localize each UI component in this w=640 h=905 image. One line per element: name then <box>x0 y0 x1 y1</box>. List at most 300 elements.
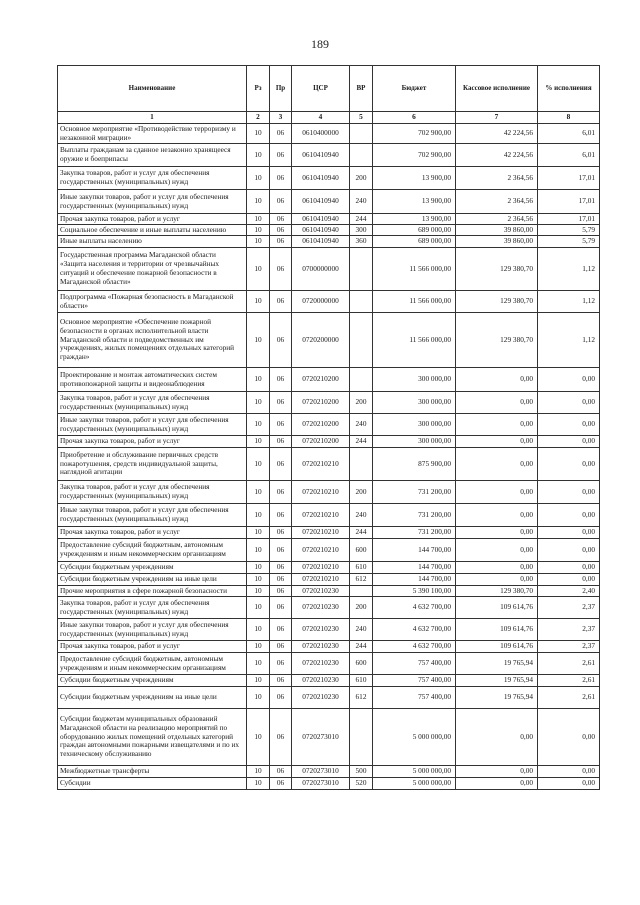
table-row <box>58 562 600 574</box>
row-budget: 702 900,00 <box>373 144 456 167</box>
row-csr: 0720210230 <box>292 586 350 597</box>
row-vr: 244 <box>350 214 373 225</box>
row-cash: 0,00 <box>456 414 538 436</box>
row-name: Предоставление субсидий бюджетным, автономным учреждениям и иным некоммерческим организациям <box>58 653 247 675</box>
row-name: Иные закупки товаров, работ и услуг для обеспечения государственных (муниципальных) нужд <box>58 190 247 214</box>
column-number: 4 <box>292 112 350 124</box>
row-pr: 06 <box>270 619 292 641</box>
row-csr: 0610410940 <box>292 225 350 236</box>
row-budget: 11 566 000,00 <box>373 313 456 368</box>
row-pr: 06 <box>270 392 292 414</box>
row-budget: 757 400,00 <box>373 675 456 687</box>
row-pr: 06 <box>270 368 292 392</box>
column-number: 5 <box>350 112 373 124</box>
row-csr: 0610410940 <box>292 214 350 225</box>
row-vr <box>350 248 373 291</box>
header-name: Наименование <box>58 66 247 112</box>
row-budget: 144 700,00 <box>373 539 456 562</box>
row-name: Субсидии бюджетным учреждениям <box>58 675 247 687</box>
row-csr: 0720210210 <box>292 448 350 481</box>
row-vr <box>350 313 373 368</box>
row-pr: 06 <box>270 597 292 619</box>
row-pct: 1,12 <box>538 248 600 291</box>
row-pct: 0,00 <box>538 778 600 790</box>
row-rz: 10 <box>247 539 270 562</box>
table-row <box>58 597 600 619</box>
row-name: Закупка товаров, работ и услуг для обеспечения государственных (муниципальных) нужд <box>58 392 247 414</box>
row-rz: 10 <box>247 527 270 539</box>
row-name: Проектирование и монтаж автоматических систем противопожарной защиты и видеонаблюдения <box>58 368 247 392</box>
row-pct: 0,00 <box>538 481 600 504</box>
row-rz: 10 <box>247 641 270 653</box>
row-csr: 0720210210 <box>292 539 350 562</box>
row-budget: 757 400,00 <box>373 687 456 709</box>
budget-table <box>57 65 600 790</box>
table-row <box>58 291 600 313</box>
table-row <box>58 778 600 790</box>
column-number: 6 <box>373 112 456 124</box>
row-pct: 17,01 <box>538 190 600 214</box>
table-row <box>58 167 600 190</box>
row-budget: 300 000,00 <box>373 414 456 436</box>
row-cash: 19 765,94 <box>456 687 538 709</box>
row-cash: 0,00 <box>456 574 538 586</box>
row-name: Субсидии бюджетным учреждениям <box>58 562 247 574</box>
row-pct: 2,61 <box>538 675 600 687</box>
row-rz: 10 <box>247 225 270 236</box>
table-row <box>58 675 600 687</box>
row-cash: 2 364,56 <box>456 190 538 214</box>
row-rz: 10 <box>247 190 270 214</box>
row-cash: 19 765,94 <box>456 675 538 687</box>
table-row <box>58 539 600 562</box>
table-row <box>58 436 600 448</box>
row-rz: 10 <box>247 248 270 291</box>
row-csr: 0720210210 <box>292 562 350 574</box>
row-pr: 06 <box>270 527 292 539</box>
row-name: Межбюджетные трансферты <box>58 766 247 778</box>
row-budget: 4 632 700,00 <box>373 619 456 641</box>
row-budget: 4 632 700,00 <box>373 597 456 619</box>
row-pct: 1,12 <box>538 291 600 313</box>
row-rz: 10 <box>247 504 270 527</box>
row-budget: 144 700,00 <box>373 562 456 574</box>
row-csr: 0720210200 <box>292 392 350 414</box>
row-budget: 300 000,00 <box>373 436 456 448</box>
row-pct: 17,01 <box>538 167 600 190</box>
row-pct: 2,37 <box>538 619 600 641</box>
row-csr: 0720000000 <box>292 291 350 313</box>
row-name: Субсидии бюджетным учреждениям на иные цели <box>58 574 247 586</box>
row-cash: 2 364,56 <box>456 167 538 190</box>
row-pr: 06 <box>270 448 292 481</box>
row-vr: 244 <box>350 527 373 539</box>
row-pr: 06 <box>270 214 292 225</box>
row-rz: 10 <box>247 448 270 481</box>
table-row <box>58 709 600 766</box>
table-row <box>58 481 600 504</box>
row-vr <box>350 368 373 392</box>
row-cash: 39 860,00 <box>456 236 538 248</box>
row-vr: 200 <box>350 597 373 619</box>
row-pr: 06 <box>270 539 292 562</box>
row-pr: 06 <box>270 653 292 675</box>
row-rz: 10 <box>247 653 270 675</box>
row-pct: 0,00 <box>538 368 600 392</box>
row-budget: 300 000,00 <box>373 368 456 392</box>
row-budget: 757 400,00 <box>373 653 456 675</box>
row-rz: 10 <box>247 368 270 392</box>
row-cash: 109 614,76 <box>456 641 538 653</box>
row-rz: 10 <box>247 392 270 414</box>
row-vr: 612 <box>350 574 373 586</box>
row-csr: 0720210210 <box>292 527 350 539</box>
row-pct: 0,00 <box>538 414 600 436</box>
row-cash: 42 224,56 <box>456 124 538 144</box>
row-pr: 06 <box>270 124 292 144</box>
row-cash: 39 860,00 <box>456 225 538 236</box>
row-rz: 10 <box>247 619 270 641</box>
row-pct: 0,00 <box>538 709 600 766</box>
row-budget: 11 566 000,00 <box>373 291 456 313</box>
row-budget: 13 900,00 <box>373 190 456 214</box>
page-number: 189 <box>311 37 329 51</box>
row-cash: 19 765,94 <box>456 653 538 675</box>
row-rz: 10 <box>247 414 270 436</box>
row-pr: 06 <box>270 481 292 504</box>
table-row <box>58 653 600 675</box>
row-vr: 610 <box>350 562 373 574</box>
row-vr: 244 <box>350 436 373 448</box>
row-pr: 06 <box>270 641 292 653</box>
row-pct: 2,61 <box>538 653 600 675</box>
row-rz: 10 <box>247 236 270 248</box>
header-budget: Бюджет <box>373 66 456 112</box>
row-pct: 0,00 <box>538 574 600 586</box>
row-budget: 5 000 000,00 <box>373 709 456 766</box>
row-vr: 244 <box>350 641 373 653</box>
row-pr: 06 <box>270 778 292 790</box>
row-vr: 200 <box>350 392 373 414</box>
row-csr: 0720210230 <box>292 597 350 619</box>
row-csr: 0720210200 <box>292 414 350 436</box>
row-csr: 0720210210 <box>292 481 350 504</box>
row-rz: 10 <box>247 709 270 766</box>
table-row <box>58 144 600 167</box>
row-vr: 360 <box>350 236 373 248</box>
row-name: Субсидии бюджетам муниципальных образований Магаданской области на реализацию мероприятий по оборудованию жилых помещений отдельных категорий граждан автономными пожарными извещателями и по их техническому обслуживанию <box>58 709 247 766</box>
row-csr: 0700000000 <box>292 248 350 291</box>
row-vr: 240 <box>350 504 373 527</box>
table-row <box>58 214 600 225</box>
row-pr: 06 <box>270 190 292 214</box>
row-cash: 0,00 <box>456 562 538 574</box>
row-name: Прочие мероприятия в сфере пожарной безопасности <box>58 586 247 597</box>
column-number-row <box>58 112 600 124</box>
row-cash: 0,00 <box>456 448 538 481</box>
row-name: Закупка товаров, работ и услуг для обеспечения государственных (муниципальных) нужд <box>58 167 247 190</box>
row-cash: 2 364,56 <box>456 214 538 225</box>
row-pct: 2,61 <box>538 687 600 709</box>
row-pct: 0,00 <box>538 436 600 448</box>
row-vr <box>350 144 373 167</box>
table-row <box>58 313 600 368</box>
row-name: Социальное обеспечение и иные выплаты населению <box>58 225 247 236</box>
row-name: Субсидии бюджетным учреждениям на иные цели <box>58 687 247 709</box>
row-csr: 0610410940 <box>292 144 350 167</box>
table-row <box>58 687 600 709</box>
row-csr: 0720210230 <box>292 675 350 687</box>
row-rz: 10 <box>247 291 270 313</box>
row-vr: 600 <box>350 653 373 675</box>
row-name: Основное мероприятие «Обеспечение пожарной безопасности в органах исполнительной власти Магаданской области и подведомственных им учреждениях, жилых помещениях отдельных категорий граждан» <box>58 313 247 368</box>
row-pr: 06 <box>270 574 292 586</box>
row-rz: 10 <box>247 687 270 709</box>
row-csr: 0720210230 <box>292 687 350 709</box>
table-row <box>58 190 600 214</box>
row-name: Прочая закупка товаров, работ и услуг <box>58 214 247 225</box>
row-budget: 13 900,00 <box>373 214 456 225</box>
row-rz: 10 <box>247 778 270 790</box>
row-cash: 109 614,76 <box>456 597 538 619</box>
row-budget: 731 200,00 <box>373 504 456 527</box>
row-vr <box>350 124 373 144</box>
row-pct: 0,00 <box>538 504 600 527</box>
row-rz: 10 <box>247 586 270 597</box>
row-name: Приобретение и обслуживание первичных средств пожаротушения, средств индивидуальной защиты, наглядной агитации <box>58 448 247 481</box>
row-name: Прочая закупка товаров, работ и услуг <box>58 527 247 539</box>
row-csr: 0610410940 <box>292 167 350 190</box>
row-budget: 731 200,00 <box>373 527 456 539</box>
table-row <box>58 368 600 392</box>
row-pct: 5,79 <box>538 236 600 248</box>
row-csr: 0720210200 <box>292 436 350 448</box>
row-name: Иные закупки товаров, работ и услуг для обеспечения государственных (муниципальных) нужд <box>58 619 247 641</box>
row-pr: 06 <box>270 586 292 597</box>
row-cash: 0,00 <box>456 481 538 504</box>
row-cash: 0,00 <box>456 766 538 778</box>
row-pr: 06 <box>270 313 292 368</box>
table-header-row <box>58 66 600 112</box>
row-budget: 875 900,00 <box>373 448 456 481</box>
row-budget: 13 900,00 <box>373 167 456 190</box>
row-pct: 0,00 <box>538 527 600 539</box>
row-pr: 06 <box>270 236 292 248</box>
row-csr: 0720210230 <box>292 641 350 653</box>
header-csr: ЦСР <box>292 66 350 112</box>
row-name: Выплаты гражданам за сданное незаконно хранящееся оружие и боеприпасы <box>58 144 247 167</box>
header-cash: Кассовое исполнение <box>456 66 538 112</box>
table-row <box>58 414 600 436</box>
row-pct: 1,12 <box>538 313 600 368</box>
row-budget: 144 700,00 <box>373 574 456 586</box>
row-cash: 0,00 <box>456 709 538 766</box>
row-pct: 0,00 <box>538 562 600 574</box>
row-pct: 0,00 <box>538 392 600 414</box>
row-name: Прочая закупка товаров, работ и услуг <box>58 436 247 448</box>
row-budget: 4 632 700,00 <box>373 641 456 653</box>
row-budget: 5 390 100,00 <box>373 586 456 597</box>
row-budget: 689 000,00 <box>373 236 456 248</box>
row-pr: 06 <box>270 291 292 313</box>
row-cash: 129 380,70 <box>456 313 538 368</box>
header-rz: Рз <box>247 66 270 112</box>
row-pr: 06 <box>270 414 292 436</box>
row-vr: 200 <box>350 481 373 504</box>
row-pr: 06 <box>270 436 292 448</box>
row-cash: 0,00 <box>456 527 538 539</box>
row-pr: 06 <box>270 562 292 574</box>
row-name: Закупка товаров, работ и услуг для обеспечения государственных (муниципальных) нужд <box>58 597 247 619</box>
table-row <box>58 392 600 414</box>
table-row <box>58 225 600 236</box>
row-rz: 10 <box>247 597 270 619</box>
row-csr: 0720273010 <box>292 766 350 778</box>
row-rz: 10 <box>247 766 270 778</box>
row-name: Иные закупки товаров, работ и услуг для обеспечения государственных (муниципальных) нужд <box>58 414 247 436</box>
table-row <box>58 448 600 481</box>
header-pct: % исполнения <box>538 66 600 112</box>
row-pr: 06 <box>270 504 292 527</box>
row-cash: 129 380,70 <box>456 291 538 313</box>
row-budget: 689 000,00 <box>373 225 456 236</box>
table-row <box>58 527 600 539</box>
row-vr <box>350 586 373 597</box>
row-cash: 129 380,70 <box>456 248 538 291</box>
row-budget: 11 566 000,00 <box>373 248 456 291</box>
row-cash: 0,00 <box>456 539 538 562</box>
row-csr: 0720210230 <box>292 619 350 641</box>
table-row <box>58 586 600 597</box>
row-csr: 0720210210 <box>292 574 350 586</box>
row-pr: 06 <box>270 687 292 709</box>
row-rz: 10 <box>247 313 270 368</box>
row-pr: 06 <box>270 766 292 778</box>
row-pr: 06 <box>270 225 292 236</box>
row-cash: 0,00 <box>456 436 538 448</box>
row-vr: 612 <box>350 687 373 709</box>
row-rz: 10 <box>247 144 270 167</box>
row-rz: 10 <box>247 562 270 574</box>
table-row <box>58 124 600 144</box>
row-csr: 0720200000 <box>292 313 350 368</box>
table-row <box>58 766 600 778</box>
row-pr: 06 <box>270 248 292 291</box>
table-row <box>58 619 600 641</box>
row-csr: 0720210210 <box>292 504 350 527</box>
header-pr: Пр <box>270 66 292 112</box>
row-rz: 10 <box>247 436 270 448</box>
row-cash: 0,00 <box>456 778 538 790</box>
row-pr: 06 <box>270 167 292 190</box>
row-rz: 10 <box>247 167 270 190</box>
row-vr: 200 <box>350 167 373 190</box>
row-csr: 0720273010 <box>292 778 350 790</box>
table-row <box>58 641 600 653</box>
row-cash: 109 614,76 <box>456 619 538 641</box>
row-pct: 5,79 <box>538 225 600 236</box>
row-name: Закупка товаров, работ и услуг для обеспечения государственных (муниципальных) нужд <box>58 481 247 504</box>
row-rz: 10 <box>247 214 270 225</box>
table-row <box>58 504 600 527</box>
row-cash: 129 380,70 <box>456 586 538 597</box>
row-pct: 0,00 <box>538 539 600 562</box>
row-csr: 0610410940 <box>292 236 350 248</box>
row-budget: 300 000,00 <box>373 392 456 414</box>
row-budget: 5 000 000,00 <box>373 778 456 790</box>
row-cash: 0,00 <box>456 504 538 527</box>
table-row <box>58 574 600 586</box>
row-vr: 610 <box>350 675 373 687</box>
row-budget: 702 900,00 <box>373 124 456 144</box>
row-pct: 0,00 <box>538 766 600 778</box>
row-vr <box>350 709 373 766</box>
row-rz: 10 <box>247 481 270 504</box>
row-pct: 6,01 <box>538 144 600 167</box>
row-pct: 0,00 <box>538 448 600 481</box>
column-number: 7 <box>456 112 538 124</box>
row-csr: 0610410940 <box>292 190 350 214</box>
row-vr: 240 <box>350 414 373 436</box>
table-row <box>58 236 600 248</box>
row-name: Иные закупки товаров, работ и услуг для обеспечения государственных (муниципальных) нужд <box>58 504 247 527</box>
row-pct: 6,01 <box>538 124 600 144</box>
row-pr: 06 <box>270 144 292 167</box>
column-number: 3 <box>270 112 292 124</box>
row-pct: 2,40 <box>538 586 600 597</box>
column-number: 8 <box>538 112 600 124</box>
header-vr: ВР <box>350 66 373 112</box>
row-name: Субсидии <box>58 778 247 790</box>
row-csr: 0610400000 <box>292 124 350 144</box>
row-pct: 17,01 <box>538 214 600 225</box>
table-row <box>58 248 600 291</box>
row-name: Основное мероприятие «Противодействие терроризму и незаконной миграции» <box>58 124 247 144</box>
row-vr: 500 <box>350 766 373 778</box>
row-rz: 10 <box>247 675 270 687</box>
column-number: 2 <box>247 112 270 124</box>
row-vr: 300 <box>350 225 373 236</box>
table-body <box>58 124 600 790</box>
row-csr: 0720273010 <box>292 709 350 766</box>
row-name: Иные выплаты населению <box>58 236 247 248</box>
row-vr: 520 <box>350 778 373 790</box>
row-pct: 2,37 <box>538 597 600 619</box>
row-budget: 731 200,00 <box>373 481 456 504</box>
row-vr <box>350 448 373 481</box>
row-name: Государственная программа Магаданской области «Защита населения и территории от чрезвычайных ситуаций и обеспечение пожарной безопасности в Магаданской области» <box>58 248 247 291</box>
row-name: Подпрограмма «Пожарная безопасность в Магаданской области» <box>58 291 247 313</box>
row-pr: 06 <box>270 675 292 687</box>
column-number: 1 <box>58 112 247 124</box>
row-vr <box>350 291 373 313</box>
row-csr: 0720210230 <box>292 653 350 675</box>
row-pr: 06 <box>270 709 292 766</box>
row-cash: 0,00 <box>456 368 538 392</box>
row-name: Прочая закупка товаров, работ и услуг <box>58 641 247 653</box>
row-rz: 10 <box>247 124 270 144</box>
row-vr: 600 <box>350 539 373 562</box>
row-name: Предоставление субсидий бюджетным, автономным учреждениям и иным некоммерческим организациям <box>58 539 247 562</box>
row-csr: 0720210200 <box>292 368 350 392</box>
row-budget: 5 000 000,00 <box>373 766 456 778</box>
row-cash: 0,00 <box>456 392 538 414</box>
row-vr: 240 <box>350 190 373 214</box>
row-cash: 42 224,56 <box>456 144 538 167</box>
row-rz: 10 <box>247 574 270 586</box>
row-pct: 2,37 <box>538 641 600 653</box>
row-vr: 240 <box>350 619 373 641</box>
